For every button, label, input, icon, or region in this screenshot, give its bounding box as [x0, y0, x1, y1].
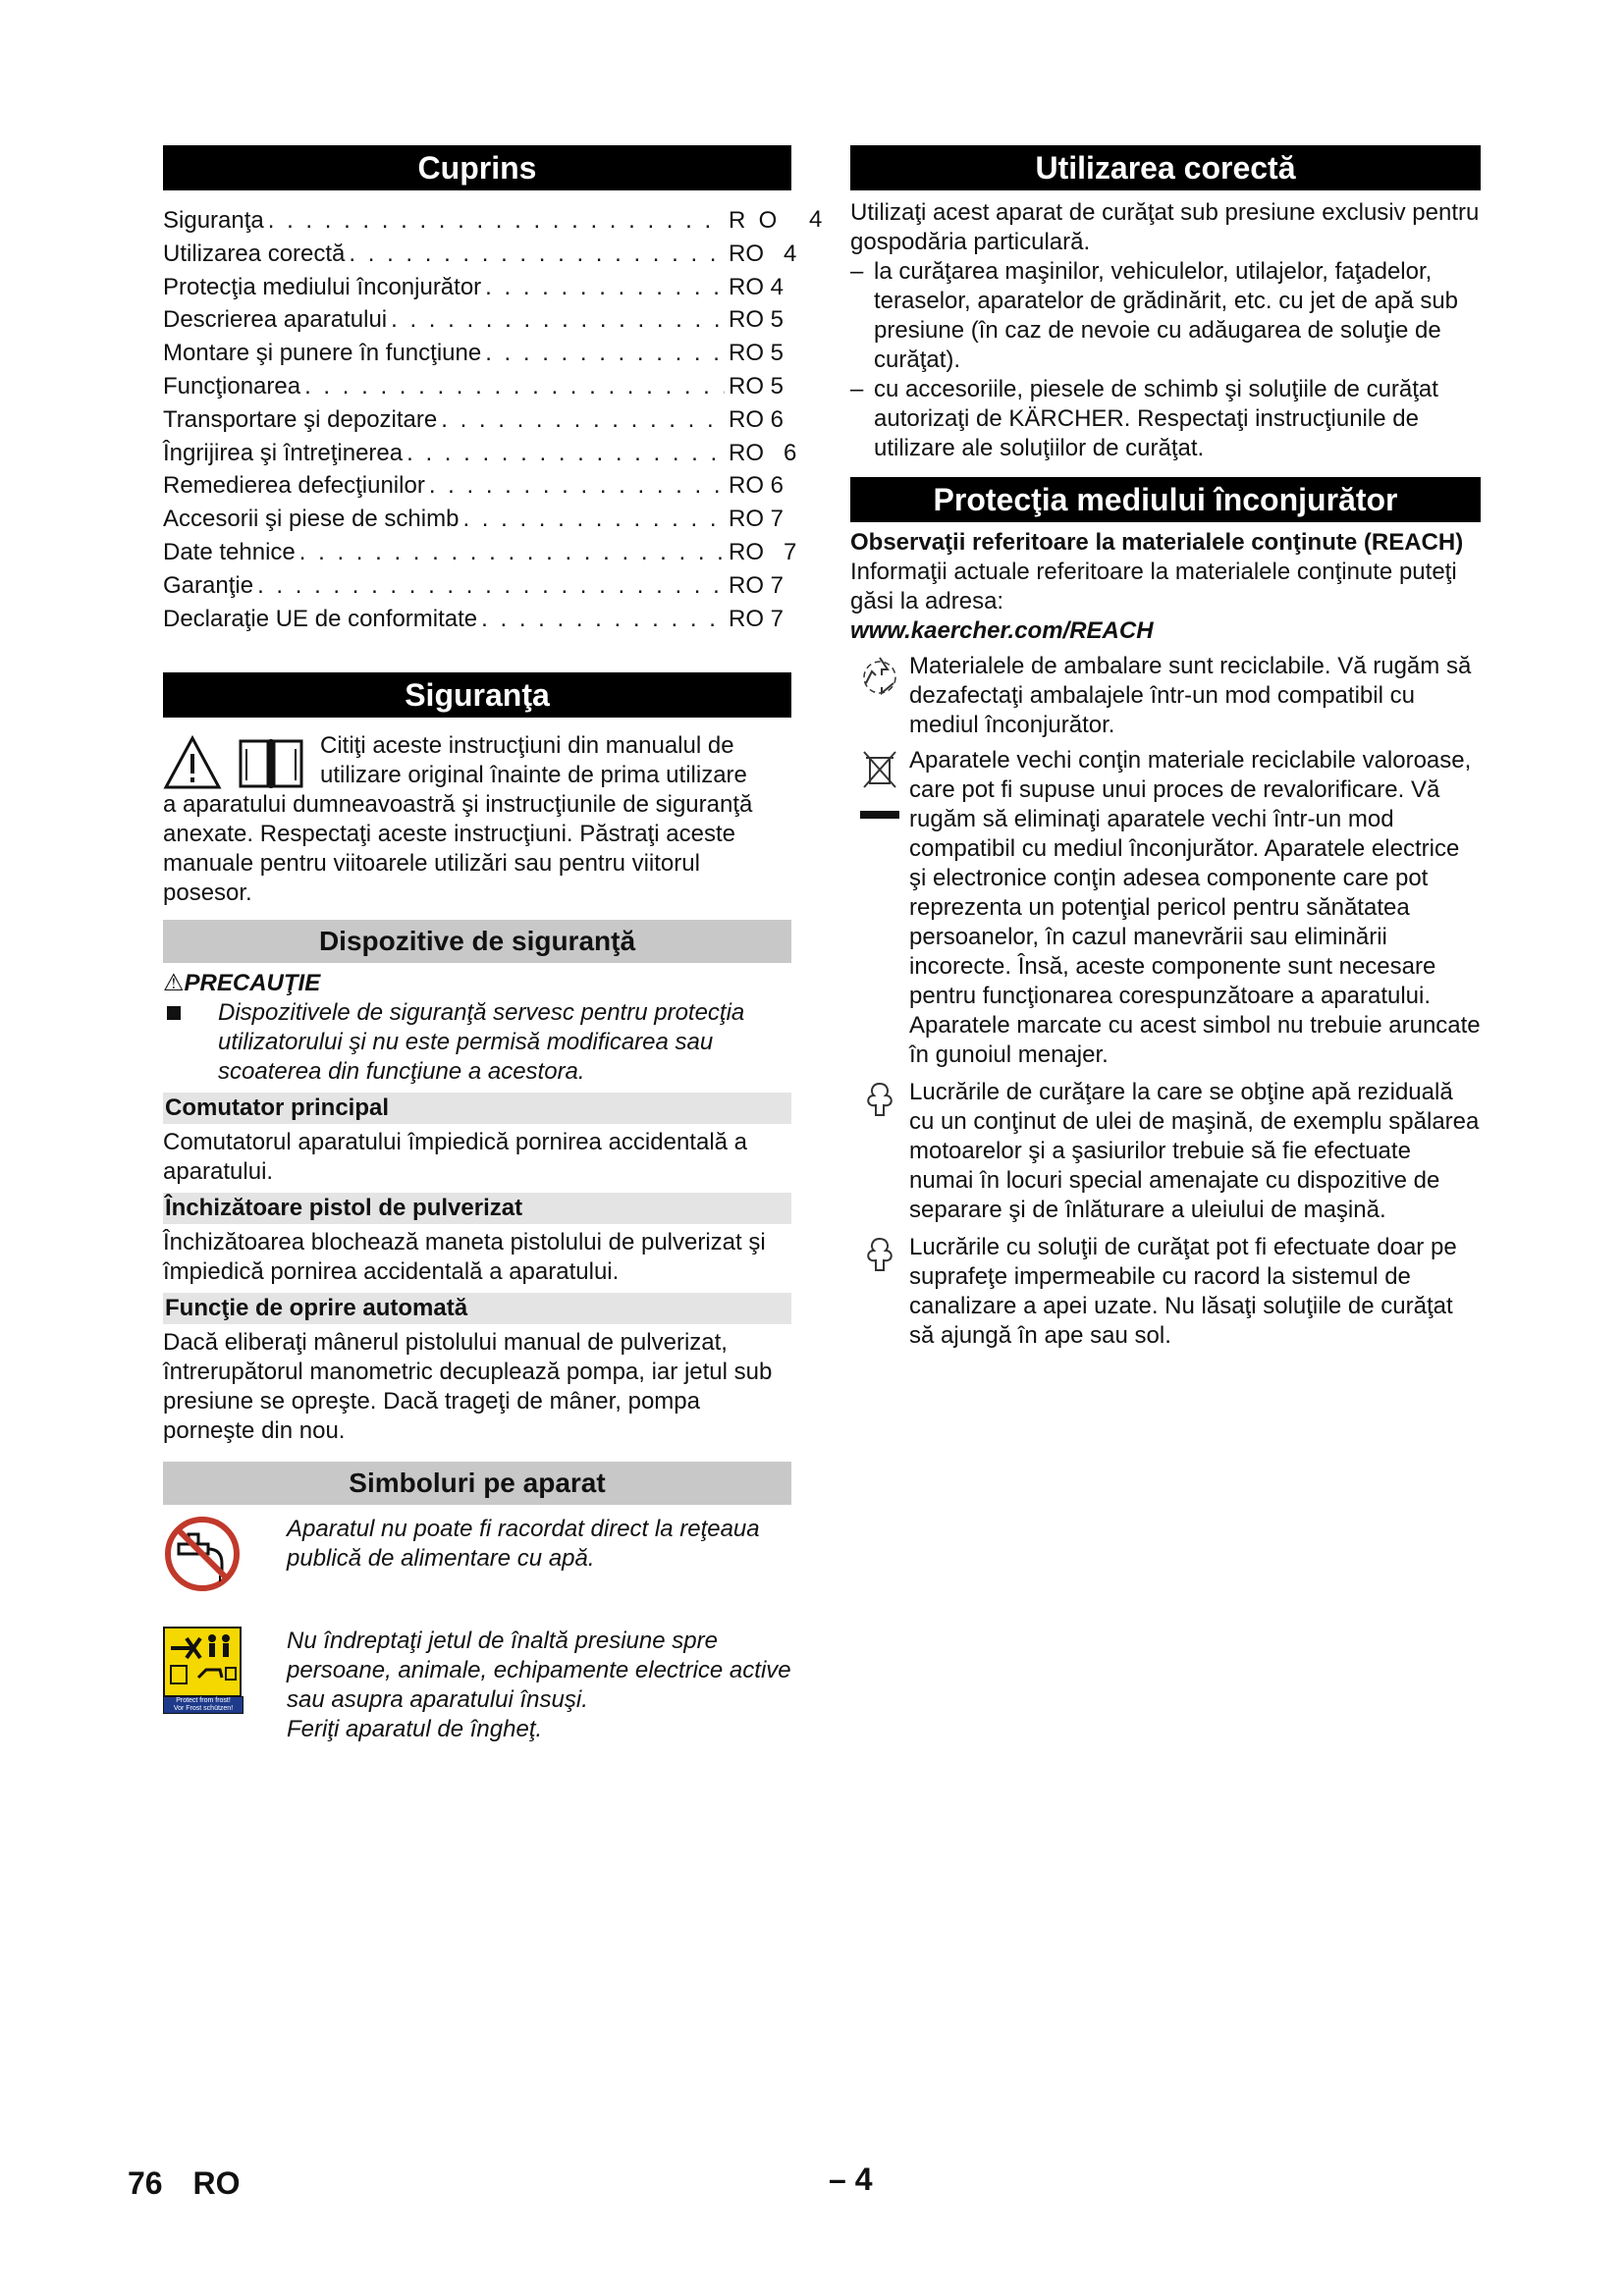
- env-text-oil-water: Lucrările de curăţare la care se obţine apă reziduală cu un conţinut de ulei de maşină, de exemplu spălarea motoarelor şi a şasiurilor trebuie să fie efectuate numai în locuri special amenajate cu dispozitive de separare şi de înlăturare a uleiului de maşină.: [909, 1079, 1480, 1223]
- safety-text-rest: a aparatului dumneavoastră şi instrucţiunile de siguranţă anexate. Respectaţi aceste instrucţiuni. Păstraţi aceste manuale pentru viitoarele utilizări sau pentru viitorul posesor.: [163, 791, 753, 907]
- footer-center-page: – 4: [829, 2162, 873, 2197]
- toc-entry[interactable]: [163, 403, 791, 437]
- toc-entry-page: RO 6: [729, 439, 797, 466]
- symbol1-text: Aparatul nu poate fi racordat direct la reţeaua publică de alimentare cu apă.: [287, 1516, 760, 1573]
- toc-leader-dots: [485, 337, 725, 370]
- caution-label: ⚠PRECAUŢIE: [163, 970, 321, 997]
- safety-devices-heading: Dispozitive de siguranţă: [163, 920, 791, 963]
- env-text-old-appliances: Aparatele vechi conţin materiale reciclabile valoroase, care pot fi supuse unui proces de revalorificare. Vă rugăm să eliminaţi aparatele vechi într-un mod compatibil cu mediul înconjurător. Aparatele electrice şi electronice conţin adesea componente care pot reprezenta un potenţial pericol pentru sănătatea persoanelor, în cazul manevrării sau eliminării incorecte. Însă, aceste componente sunt necesare pentru funcţionarea corespunzătoare a aparatului. Aparatele marcate cu acest simbol nu trebuie aruncate în gunoiul menajer.: [909, 747, 1481, 1068]
- toc-entry[interactable]: [163, 569, 791, 603]
- symbol-no-jet-persons: [163, 1627, 791, 1744]
- list-item: – la curăţarea maşinilor, vehiculelor, utilajelor, faţadelor, teraselor, aparatelor de grădinărit, etc. cu jet de apă sub presiune (în caz de nevoie cu adăugarea de soluţie de curăţat).: [850, 257, 1481, 375]
- toc-entry-label: Date tehnice: [163, 538, 296, 565]
- toc-entry[interactable]: [163, 337, 791, 370]
- toc-leader-dots: [462, 503, 725, 536]
- caution-item: [163, 998, 791, 1087]
- toc-entry-label: Protecţia mediului înconjurător: [163, 273, 482, 300]
- use-intro: Utilizaţi acest aparat de curăţat sub presiune exclusiv pentru gospodăria particulară.: [850, 199, 1480, 255]
- no-jet-at-persons-icon: [163, 1627, 242, 1697]
- environment-icon: [862, 1080, 897, 1119]
- safety-intro: [163, 731, 791, 790]
- toc-entry-label: Remedierea defecţiunilor: [163, 472, 425, 500]
- warning-triangle-icon: [163, 735, 222, 790]
- toc-leader-dots: [304, 370, 725, 403]
- main-switch-heading: Comutator principal: [163, 1093, 791, 1124]
- toc-entry[interactable]: [163, 204, 791, 238]
- toc-entry[interactable]: [163, 238, 797, 271]
- toc-leader-dots: [485, 271, 725, 304]
- toc-entry[interactable]: [163, 271, 791, 304]
- toc-leader-dots: [349, 238, 725, 271]
- symbol-no-mains-water: [163, 1515, 791, 1593]
- toc-entry-label: Montare şi punere în funcţiune: [163, 340, 482, 367]
- reach-text: Informaţii actuale referitoare la materialele conţinute puteţi găsi la adresa:: [850, 559, 1457, 614]
- reach-heading: Observaţii referitoare la materialele conţinute (REACH): [850, 529, 1464, 556]
- footer-page-info: [128, 2165, 240, 2202]
- env-item-old-appliances: [850, 746, 1481, 1070]
- toc-entry-label: Garanţie: [163, 571, 254, 599]
- footer-page-number: 76: [128, 2165, 163, 2201]
- toc-entry-label: Funcţionarea: [163, 372, 301, 400]
- toc-entry-label: Descrierea aparatului: [163, 306, 388, 334]
- footer-language: RO: [192, 2165, 241, 2201]
- toc-entry[interactable]: [163, 303, 791, 337]
- main-switch-text: Comutatorul aparatului împiedică pornirea accidentală a aparatului.: [163, 1129, 748, 1186]
- environment-icon: [862, 1235, 897, 1274]
- toc-leader-dots: [391, 303, 725, 337]
- env-item-packaging: [850, 652, 1481, 740]
- toc-entry[interactable]: [163, 503, 791, 536]
- gun-lock-heading: Închizătoare pistol de pulverizat: [163, 1193, 791, 1224]
- crossed-bin-icon: [858, 748, 901, 797]
- toc-entry-page: RO 5: [729, 372, 785, 400]
- toc-entry-page: RO 7: [729, 605, 785, 632]
- toc-entry-label: Utilizarea corectă: [163, 240, 346, 267]
- environment-heading: Protecţia mediului înconjurător: [850, 477, 1481, 522]
- toc-entry-page: RO 5: [729, 340, 785, 367]
- toc-entry-label: Declaraţie UE de conformitate: [163, 605, 478, 632]
- use-heading: Utilizarea corectă: [850, 145, 1481, 190]
- caution-text: Dispozitivele de siguranţă servesc pentru protecţia utilizatorului şi nu este permisă modificarea sau scoaterea din funcţiune a acestora.: [218, 999, 745, 1086]
- toc-entry-page: R O: [729, 207, 778, 234]
- weee-bar-icon: [860, 811, 899, 819]
- no-direct-water-connection-icon: [163, 1515, 242, 1593]
- toc-leader-dots: [481, 603, 725, 636]
- toc-entry-page: RO 6: [729, 405, 785, 433]
- recycle-icon: [858, 654, 901, 697]
- toc-entry-page: RO 5: [729, 306, 785, 334]
- table-of-contents: [163, 204, 797, 635]
- frost-label: [163, 1696, 244, 1714]
- safety-text-line1: Citiţi aceste instrucţiuni din manualul de: [320, 732, 734, 760]
- toc-entry-page: RO 6: [729, 472, 785, 500]
- env-text-detergents: Lucrările cu soluţii de curăţat pot fi efectuate doar pe suprafeţe impermeabile cu racord la sistemul de canalizare a apei uzate. Nu lăsaţi soluţiile de curăţat să ajungă în ape sau sol.: [909, 1234, 1457, 1349]
- use-item-2: cu accesoriile, piesele de schimb şi soluţiile de curăţat autorizaţi de KÄRCHER. Respectaţi instrucţiunile de utilizare ale soluţiilor de curăţat.: [874, 376, 1438, 461]
- gun-lock-text: Închizătoarea blochează maneta pistolului de pulverizat şi împiedică pornirea accidentală a aparatului.: [163, 1229, 766, 1286]
- toc-leader-dots: [257, 569, 725, 603]
- toc-heading: Cuprins: [163, 145, 791, 190]
- toc-entry-label: Transportare şi depozitare: [163, 405, 438, 433]
- env-item-oil-water: [850, 1078, 1481, 1225]
- use-item-1: la curăţarea maşinilor, vehiculelor, utilajelor, faţadelor, teraselor, aparatelor de grădinărit, etc. cu jet de apă sub presiune (în caz de nevoie cu adăugarea de soluţie de curăţat).: [874, 258, 1459, 373]
- toc-entry-label: Îngrijirea şi întreţinerea: [163, 439, 404, 466]
- toc-stray-page: 4: [809, 206, 823, 233]
- toc-entry-page: RO 4: [729, 273, 785, 300]
- manual-book-icon: [236, 735, 306, 790]
- frost-label-de: Vor Frost schützen!: [173, 1705, 234, 1713]
- left-column: [163, 145, 797, 1744]
- safety-text-line2: utilizare original înainte de prima utilizare: [320, 762, 747, 789]
- reach-url: www.kaercher.com/REACH: [850, 617, 1154, 644]
- symbols-heading: Simboluri pe aparat: [163, 1462, 791, 1505]
- symbol2-frost-text: Feriţi aparatul de îngheţ.: [287, 1716, 543, 1743]
- toc-entry-page: RO 7: [729, 506, 785, 533]
- toc-leader-dots: [429, 469, 725, 503]
- toc-entry-page: RO 7: [729, 571, 785, 599]
- list-item: – cu accesoriile, piesele de schimb şi soluţiile de curăţat autorizaţi de KÄRCHER. Respectaţi instrucţiunile de utilizare ale soluţiilor de curăţat.: [850, 375, 1481, 463]
- toc-entry-page: RO 7: [729, 538, 797, 565]
- toc-entry[interactable]: [163, 437, 797, 470]
- toc-entry[interactable]: [163, 370, 791, 403]
- toc-entry-label: Siguranţa: [163, 207, 264, 234]
- env-item-detergents: [850, 1233, 1481, 1351]
- env-text-packaging: Materialele de ambalare sunt reciclabile. Vă rugăm să dezafectaţi ambalajele într-un mod compatibil cu mediul înconjurător.: [909, 653, 1472, 738]
- use-list: [850, 257, 1481, 463]
- toc-entry[interactable]: [163, 469, 791, 503]
- bullet-square-icon: [167, 1006, 181, 1020]
- toc-leader-dots: [406, 437, 725, 470]
- safety-heading: Siguranţa: [163, 672, 791, 718]
- toc-leader-dots: [268, 204, 725, 238]
- toc-entry[interactable]: [163, 536, 797, 569]
- auto-off-heading: Funcţie de oprire automată: [163, 1293, 791, 1324]
- toc-entry[interactable]: [163, 603, 791, 636]
- toc-entry-label: Accesorii şi piese de schimb: [163, 506, 460, 533]
- right-column: [850, 145, 1481, 1351]
- toc-leader-dots: [441, 403, 725, 437]
- frost-label-en: Protect from frost!: [176, 1697, 231, 1705]
- auto-off-text: Dacă eliberaţi mânerul pistolului manual de pulverizat, întrerupătorul manometric decuplează pompa, iar jetul sub presiune se opreşte. Dacă trageţi de mâner, pompa porneşte din nou.: [163, 1329, 773, 1445]
- toc-entry-page: RO 4: [729, 240, 797, 267]
- toc-leader-dots: [299, 536, 725, 569]
- symbol2-text: Nu îndreptaţi jetul de înaltă presiune spre persoane, animale, echipamente electrice active sau asupra aparatului însuşi.: [287, 1628, 791, 1714]
